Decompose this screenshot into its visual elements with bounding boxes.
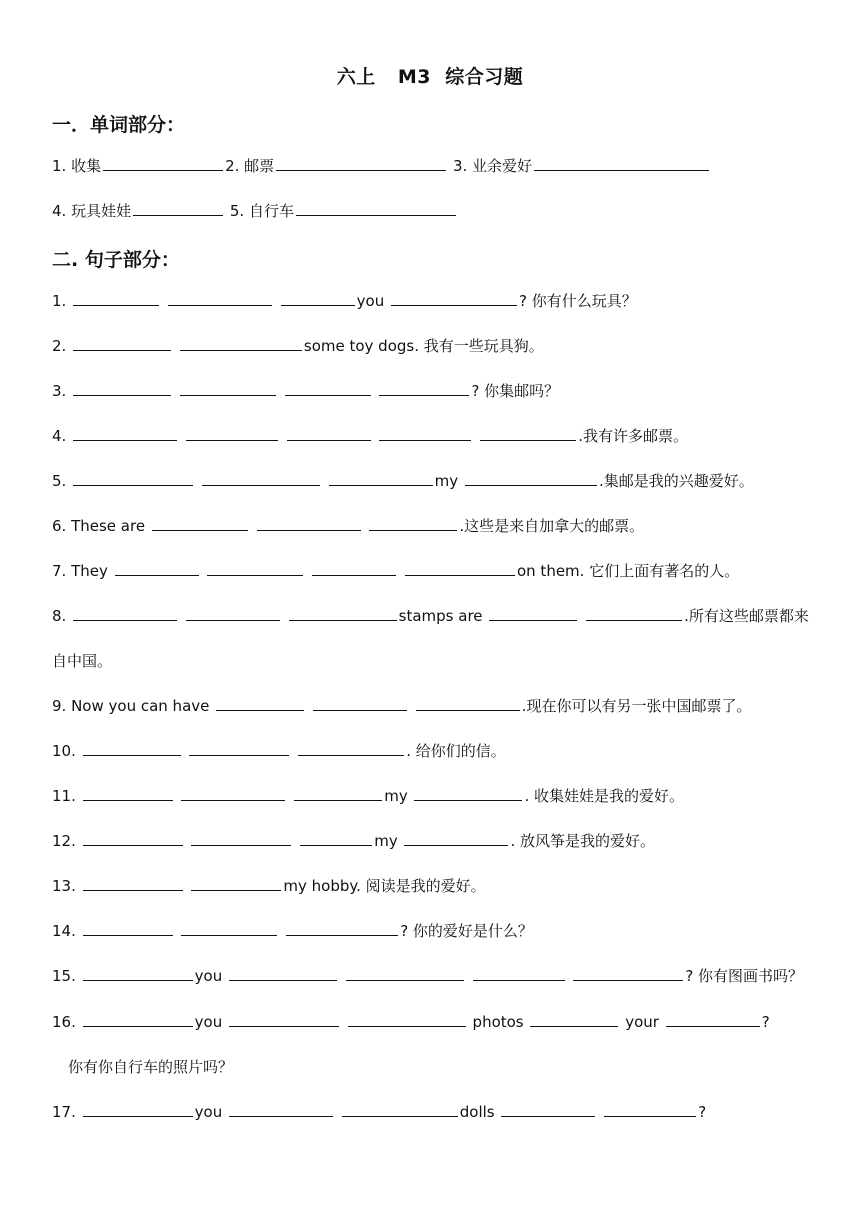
answer-blank[interactable] xyxy=(73,380,171,396)
answer-blank[interactable] xyxy=(312,560,396,576)
answer-blank[interactable] xyxy=(216,695,304,711)
section1-heading: 一．单词部分： xyxy=(52,114,186,136)
answer-blank[interactable] xyxy=(83,785,173,801)
question-text: .现在你可以有另一张中国邮票了。 xyxy=(521,697,752,715)
page-title xyxy=(0,62,860,89)
question-text: ? 你有图画书吗？ xyxy=(685,967,804,985)
vocab-3-label: 3. 业余爱好 xyxy=(452,157,533,175)
answer-blank[interactable] xyxy=(416,695,520,711)
answer-blank[interactable] xyxy=(83,920,173,936)
question-13 xyxy=(52,875,486,896)
question-8 xyxy=(52,605,809,626)
answer-blank[interactable] xyxy=(189,740,289,756)
answer-blank[interactable] xyxy=(257,515,361,531)
vocab-1-label: 1. 收集 xyxy=(52,157,102,175)
question-4 xyxy=(52,425,688,446)
answer-blank[interactable] xyxy=(296,200,456,216)
answer-blank[interactable] xyxy=(286,920,398,936)
title-module: M3 xyxy=(397,66,431,88)
answer-blank[interactable] xyxy=(186,605,280,621)
answer-blank[interactable] xyxy=(379,425,471,441)
answer-blank[interactable] xyxy=(168,290,272,306)
answer-blank[interactable] xyxy=(586,605,682,621)
vocab-2-label: 2. 邮票 xyxy=(225,157,275,175)
question-15 xyxy=(52,965,803,986)
question-12 xyxy=(52,830,655,851)
answer-blank[interactable] xyxy=(346,965,464,981)
question-text: photos xyxy=(472,1013,524,1031)
question-1 xyxy=(52,290,637,311)
answer-blank[interactable] xyxy=(379,380,469,396)
answer-blank[interactable] xyxy=(73,605,177,621)
question-text: .我有许多邮票。 xyxy=(578,427,688,445)
question-16-continued: 你有你自行车的照片吗？ xyxy=(68,1058,234,1076)
answer-blank[interactable] xyxy=(73,335,171,351)
answer-blank[interactable] xyxy=(83,1011,193,1027)
question-text: dolls xyxy=(459,1103,495,1121)
answer-blank[interactable] xyxy=(289,605,397,621)
question-text: .所有这些邮票都来 xyxy=(684,607,809,625)
vocab-row-2 xyxy=(52,200,458,221)
question-2 xyxy=(52,335,544,356)
answer-blank[interactable] xyxy=(501,1101,595,1117)
question-text: . 收集娃娃是我的爱好。 xyxy=(524,787,685,805)
question-14 xyxy=(52,920,533,941)
question-text: some toy dogs. 我有一些玩具狗。 xyxy=(303,337,544,355)
answer-blank[interactable] xyxy=(202,470,320,486)
question-text: my xyxy=(384,787,408,805)
answer-blank[interactable] xyxy=(294,785,382,801)
question-text: ? xyxy=(698,1103,707,1121)
question-number: 11. xyxy=(52,787,76,805)
answer-blank[interactable] xyxy=(207,560,303,576)
answer-blank[interactable] xyxy=(348,1011,466,1027)
answer-blank[interactable] xyxy=(530,1011,618,1027)
question-9 xyxy=(52,695,752,716)
answer-blank[interactable] xyxy=(391,290,517,306)
question-text: .这些是来自加拿大的邮票。 xyxy=(459,517,645,535)
answer-blank[interactable] xyxy=(534,155,709,171)
answer-blank[interactable] xyxy=(285,380,371,396)
question-number: 13. xyxy=(52,877,76,895)
title-text: 综合习题 xyxy=(445,66,524,88)
answer-blank[interactable] xyxy=(229,1011,339,1027)
question-number: 8. xyxy=(52,607,67,625)
question-text: your xyxy=(625,1013,659,1031)
answer-blank[interactable] xyxy=(298,740,404,756)
question-text: you xyxy=(356,292,385,310)
question-text: ? 你集邮吗？ xyxy=(471,382,560,400)
answer-blank[interactable] xyxy=(180,380,276,396)
answer-blank[interactable] xyxy=(414,785,522,801)
answer-blank[interactable] xyxy=(103,155,223,171)
answer-blank[interactable] xyxy=(404,830,508,846)
answer-blank[interactable] xyxy=(480,425,576,441)
answer-blank[interactable] xyxy=(369,515,457,531)
answer-blank[interactable] xyxy=(181,920,277,936)
question-text: you xyxy=(194,967,223,985)
answer-blank[interactable] xyxy=(83,875,183,891)
question-number: 7. They xyxy=(52,562,108,580)
vocab-5-label: 5. 自行车 xyxy=(229,202,294,220)
answer-blank[interactable] xyxy=(276,155,446,171)
question-10 xyxy=(52,740,506,761)
question-7 xyxy=(52,560,739,581)
question-number: 12. xyxy=(52,832,76,850)
question-3 xyxy=(52,380,559,401)
question-text: stamps are xyxy=(398,607,483,625)
question-text: on them. 它们上面有著名的人。 xyxy=(516,562,740,580)
answer-blank[interactable] xyxy=(181,785,285,801)
answer-blank[interactable] xyxy=(666,1011,760,1027)
answer-blank[interactable] xyxy=(83,830,183,846)
answer-blank[interactable] xyxy=(83,740,181,756)
answer-blank[interactable] xyxy=(133,200,223,216)
answer-blank[interactable] xyxy=(83,1101,193,1117)
question-17 xyxy=(52,1101,706,1121)
question-number: 5. xyxy=(52,472,67,490)
question-number: 14. xyxy=(52,922,76,940)
answer-blank[interactable] xyxy=(115,560,199,576)
question-number: 15. xyxy=(52,967,76,985)
answer-blank[interactable] xyxy=(152,515,248,531)
answer-blank[interactable] xyxy=(191,875,281,891)
answer-blank[interactable] xyxy=(186,425,278,441)
answer-blank[interactable] xyxy=(473,965,565,981)
question-16 xyxy=(52,1011,770,1031)
answer-blank[interactable] xyxy=(573,965,683,981)
question-5 xyxy=(52,470,754,491)
question-text: you xyxy=(194,1103,223,1121)
question-number: 6. These are xyxy=(52,517,146,535)
answer-blank[interactable] xyxy=(329,470,433,486)
question-text: ? 你的爱好是什么？ xyxy=(400,922,533,940)
answer-blank[interactable] xyxy=(73,470,193,486)
question-text: . 放风筝是我的爱好。 xyxy=(510,832,656,850)
answer-blank[interactable] xyxy=(281,290,355,306)
question-text: my hobby. 阅读是我的爱好。 xyxy=(283,877,486,895)
question-number: 9. Now you can have xyxy=(52,697,210,715)
question-text: ? xyxy=(761,1013,770,1031)
question-text: .集邮是我的兴趣爱好。 xyxy=(598,472,754,490)
answer-blank[interactable] xyxy=(73,290,159,306)
question-text: ? 你有什么玩具？ xyxy=(519,292,637,310)
question-number: 4. xyxy=(52,427,67,445)
answer-blank[interactable] xyxy=(229,965,337,981)
question-6 xyxy=(52,515,644,536)
answer-blank[interactable] xyxy=(489,605,577,621)
answer-blank[interactable] xyxy=(313,695,407,711)
question-number: 2. xyxy=(52,337,67,355)
section2-heading: 二. 句子部分： xyxy=(52,249,180,271)
vocab-row-1 xyxy=(52,155,711,176)
answer-blank[interactable] xyxy=(73,425,177,441)
question-number: 10. xyxy=(52,742,76,760)
answer-blank[interactable] xyxy=(604,1101,696,1117)
question-number: 1. xyxy=(52,292,67,310)
vocab-4-label: 4. 玩具娃娃 xyxy=(52,202,132,220)
answer-blank[interactable] xyxy=(83,965,193,981)
title-grade: 六上 xyxy=(336,66,376,88)
question-number: 16. xyxy=(52,1013,76,1031)
answer-blank[interactable] xyxy=(191,830,291,846)
question-number: 3. xyxy=(52,382,67,400)
question-number: 17. xyxy=(52,1103,76,1121)
answer-blank[interactable] xyxy=(300,830,372,846)
answer-blank[interactable] xyxy=(465,470,597,486)
question-11 xyxy=(52,785,684,806)
question-text: . 给你们的信。 xyxy=(406,742,506,760)
answer-blank[interactable] xyxy=(405,560,515,576)
answer-blank[interactable] xyxy=(229,1101,333,1117)
question-text: my xyxy=(434,472,459,490)
question-text: you xyxy=(194,1013,223,1031)
question-text: my xyxy=(374,832,398,850)
answer-blank[interactable] xyxy=(342,1101,458,1117)
question-8-continued: 自中国。 xyxy=(52,652,113,670)
answer-blank[interactable] xyxy=(287,425,371,441)
answer-blank[interactable] xyxy=(180,335,302,351)
